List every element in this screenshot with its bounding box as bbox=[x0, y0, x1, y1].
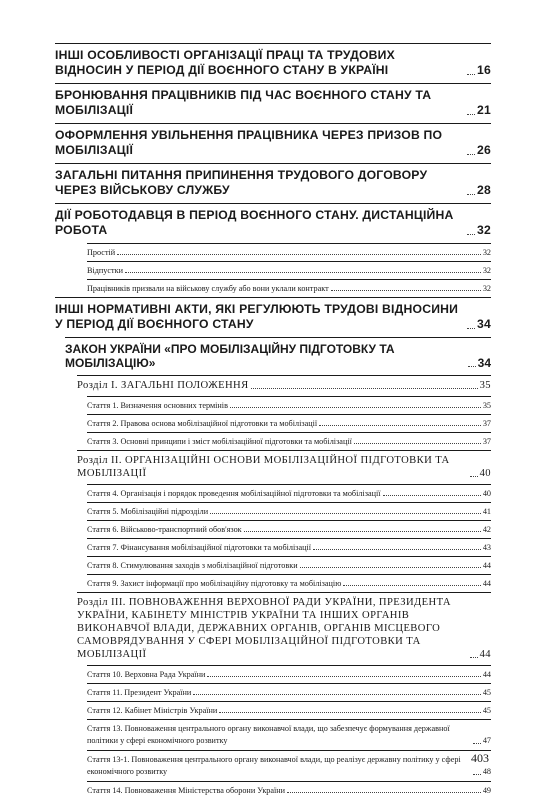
dot-leader bbox=[467, 114, 475, 115]
toc-entry-page: 32 bbox=[482, 248, 491, 257]
toc-entry-title: Розділ І. ЗАГАЛЬНІ ПОЛОЖЕННЯ bbox=[77, 380, 249, 391]
toc-entry-page: 40 bbox=[479, 468, 491, 479]
toc-entry-page: 35 bbox=[479, 380, 491, 391]
toc-entry[interactable] bbox=[77, 375, 491, 396]
dot-leader bbox=[467, 154, 475, 155]
toc-entry-title: Стаття 8. Стимулювання заходів з мобілізаційної підготовки bbox=[87, 561, 298, 570]
dot-leader bbox=[383, 495, 481, 496]
toc-entry[interactable] bbox=[87, 484, 491, 502]
toc-entry-page: 45 bbox=[482, 706, 491, 715]
dot-leader bbox=[230, 407, 481, 408]
dot-leader bbox=[468, 366, 476, 367]
toc-entry-page: 16 bbox=[477, 63, 491, 77]
toc-entry-title: ІНШІ ОСОБЛИВОСТІ ОРГАНІЗАЦІЇ ПРАЦІ ТА ТРУДОВИХ ВІДНОСИН У ПЕРІОД ДІЇ ВОЄННОГО СТАНУ В УКРАЇНІ bbox=[55, 48, 395, 77]
toc-entry[interactable] bbox=[87, 665, 491, 683]
dot-leader bbox=[467, 234, 475, 235]
toc-entry-title: Розділ ІІ. ОРГАНІЗАЦІЙНІ ОСНОВИ МОБІЛІЗАЦІЙНОЇ ПІДГОТОВКИ ТА МОБІЛІЗАЦІЇ bbox=[77, 455, 450, 479]
toc-entry[interactable] bbox=[87, 414, 491, 432]
toc-entry-page: 32 bbox=[482, 284, 491, 293]
toc-entry[interactable] bbox=[87, 261, 491, 279]
toc-entry-page: 44 bbox=[479, 649, 491, 660]
toc-entry-title: Стаття 6. Військово-транспортний обов'язок bbox=[87, 525, 242, 534]
dot-leader bbox=[300, 567, 481, 568]
toc-entry-title: Стаття 5. Мобілізаційні підрозділи bbox=[87, 507, 209, 516]
dot-leader bbox=[470, 476, 478, 477]
dot-leader bbox=[251, 388, 478, 389]
toc-entry-title: Стаття 4. Організація і порядок проведення мобілізаційної підготовки та мобілізації bbox=[87, 489, 381, 498]
toc-entry[interactable] bbox=[87, 781, 491, 799]
toc-entry-title: ЗАКОН УКРАЇНИ «ПРО МОБІЛІЗАЦІЙНУ ПІДГОТОВКУ ТА МОБІЛІЗАЦІЮ» bbox=[65, 342, 395, 370]
toc-entry-page: 34 bbox=[477, 317, 491, 331]
toc-entry-title: Стаття 13. Повноваження центрального органу виконавчої влади, що забезпечує формування державної політики у сфері економічного розвитку bbox=[87, 724, 450, 745]
toc-entry-title: Стаття 1. Визначення основних термінів bbox=[87, 401, 228, 410]
toc-entry-title: Стаття 13-1. Повноваження центрального органу виконавчої влади, що реалізує державну політику у сфері економічного розвитку bbox=[87, 755, 461, 776]
toc-entry-title: ДІЇ РОБОТОДАВЦЯ В ПЕРІОД ВОЄННОГО СТАНУ. ДИСТАНЦІЙНА РОБОТА bbox=[55, 208, 454, 237]
dot-leader bbox=[473, 774, 481, 775]
toc-entry-page: 45 bbox=[482, 688, 491, 697]
dot-leader bbox=[287, 792, 481, 793]
toc-entry[interactable] bbox=[55, 163, 491, 203]
toc-entry-title: Стаття 9. Захист інформації про мобілізаційну підготовку та мобілізацію bbox=[87, 579, 342, 588]
toc-entry[interactable] bbox=[87, 432, 491, 450]
toc-entry-title: Простій bbox=[87, 248, 116, 257]
toc-entry[interactable] bbox=[55, 203, 491, 243]
toc-entry[interactable] bbox=[87, 574, 491, 592]
toc-entry-page: 47 bbox=[482, 736, 491, 745]
toc-entry-page: 49 bbox=[482, 786, 491, 795]
toc-entry-title: Стаття 2. Правова основа мобілізаційної підготовки та мобілізації bbox=[87, 419, 318, 428]
toc-entry-page: 41 bbox=[482, 507, 491, 516]
toc-entry-title: БРОНЮВАННЯ ПРАЦІВНИКІВ ПІД ЧАС ВОЄННОГО СТАНУ ТА МОБІЛІЗАЦІЇ bbox=[55, 88, 432, 117]
toc-entry[interactable] bbox=[77, 450, 491, 484]
toc-entry[interactable] bbox=[87, 243, 491, 261]
dot-leader bbox=[117, 254, 481, 255]
dot-leader bbox=[467, 194, 475, 195]
toc-entry[interactable] bbox=[87, 556, 491, 574]
toc-entry-page: 42 bbox=[482, 525, 491, 534]
toc-entry[interactable] bbox=[55, 297, 491, 337]
toc-entry-page: 43 bbox=[482, 543, 491, 552]
toc-entry-page: 48 bbox=[482, 767, 491, 776]
dot-leader bbox=[219, 712, 481, 713]
toc-entry-title: Стаття 14. Повноваження Міністерства оборони України bbox=[87, 786, 286, 795]
dot-leader bbox=[313, 549, 481, 550]
toc-entry-page: 32 bbox=[477, 223, 491, 237]
toc-entry-title: Стаття 10. Верховна Рада України bbox=[87, 670, 206, 679]
dot-leader bbox=[473, 743, 481, 744]
toc-entry-page: 21 bbox=[477, 103, 491, 117]
toc-entry[interactable] bbox=[87, 701, 491, 719]
toc-entry[interactable] bbox=[87, 719, 491, 750]
toc-entry-title: ЗАГАЛЬНІ ПИТАННЯ ПРИПИНЕННЯ ТРУДОВОГО ДОГОВОРУ ЧЕРЕЗ ВІЙСЬКОВУ СЛУЖБУ bbox=[55, 168, 428, 197]
toc-entry[interactable] bbox=[87, 683, 491, 701]
toc-entry[interactable] bbox=[87, 279, 491, 297]
toc-entry-title: Стаття 12. Кабінет Міністрів України bbox=[87, 706, 218, 715]
toc-entry[interactable] bbox=[55, 123, 491, 163]
toc-entry-page: 44 bbox=[482, 579, 491, 588]
toc-entry[interactable] bbox=[87, 520, 491, 538]
toc-entry-title: ІНШІ НОРМАТИВНІ АКТИ, ЯКІ РЕГУЛЮЮТЬ ТРУДОВІ ВІДНОСИНИ У ПЕРІОД ДІЇ ВОЄННОГО СТАНУ bbox=[55, 302, 459, 331]
dot-leader bbox=[467, 74, 475, 75]
table-of-contents bbox=[55, 43, 491, 799]
toc-entry[interactable] bbox=[55, 83, 491, 123]
toc-entry-page: 44 bbox=[482, 561, 491, 570]
toc-entry-title: Стаття 11. Президент України bbox=[87, 688, 192, 697]
dot-leader bbox=[244, 531, 481, 532]
toc-entry-page: 28 bbox=[477, 183, 491, 197]
toc-entry[interactable] bbox=[77, 592, 491, 665]
toc-entry[interactable] bbox=[87, 502, 491, 520]
toc-entry-title: Стаття 7. Фінансування мобілізаційної підготовки та мобілізації bbox=[87, 543, 312, 552]
toc-entry-page: 34 bbox=[477, 356, 491, 370]
toc-entry[interactable] bbox=[87, 396, 491, 414]
toc-entry[interactable] bbox=[55, 43, 491, 83]
toc-entry-page: 26 bbox=[477, 143, 491, 157]
toc-entry-title: ОФОРМЛЕННЯ УВІЛЬНЕННЯ ПРАЦІВНИКА ЧЕРЕЗ ПРИЗОВ ПО МОБІЛІЗАЦІЇ bbox=[55, 128, 443, 157]
toc-entry[interactable] bbox=[87, 750, 491, 781]
dot-leader bbox=[210, 513, 481, 514]
dot-leader bbox=[467, 328, 475, 329]
toc-entry-page: 40 bbox=[482, 489, 491, 498]
toc-entry[interactable] bbox=[65, 337, 491, 375]
dot-leader bbox=[354, 443, 481, 444]
dot-leader bbox=[343, 585, 480, 586]
toc-entry-page: 35 bbox=[482, 401, 491, 410]
dot-leader bbox=[331, 290, 481, 291]
page-number: 403 bbox=[471, 751, 489, 765]
toc-entry-page: 32 bbox=[482, 266, 491, 275]
toc-entry-page: 37 bbox=[482, 419, 491, 428]
toc-entry-title: Відпустки bbox=[87, 266, 123, 275]
dot-leader bbox=[207, 676, 480, 677]
dot-leader bbox=[125, 272, 481, 273]
toc-entry-title: Працівників призвали на військову службу або вони уклали контракт bbox=[87, 284, 329, 293]
toc-entry[interactable] bbox=[87, 538, 491, 556]
toc-entry-page: 37 bbox=[482, 437, 491, 446]
dot-leader bbox=[470, 657, 478, 658]
toc-entry-title: Розділ ІІІ. ПОВНОВАЖЕННЯ ВЕРХОВНОЇ РАДИ УКРАЇНИ, ПРЕЗИДЕНТА УКРАЇНИ, КАБІНЕТУ МІНІСТРІВ УКРАЇНИ ТА ІНШИХ ОРГАНІВ ВИКОНАВЧОЇ ВЛАДИ, ДЕРЖАВНИХ ОРГАНІВ, ОРГАНІВ МІСЦЕВОГО САМОВРЯДУВАННЯ У СФЕРІ МОБІЛІЗАЦІЙНОЇ ПІДГОТОВКИ ТА МОБІЛІЗАЦІЇ bbox=[77, 597, 451, 660]
dot-leader bbox=[193, 694, 481, 695]
toc-entry-title: Стаття 3. Основні принципи і зміст мобілізаційної підготовки та мобілізації bbox=[87, 437, 352, 446]
toc-entry-page: 44 bbox=[482, 670, 491, 679]
dot-leader bbox=[319, 425, 481, 426]
